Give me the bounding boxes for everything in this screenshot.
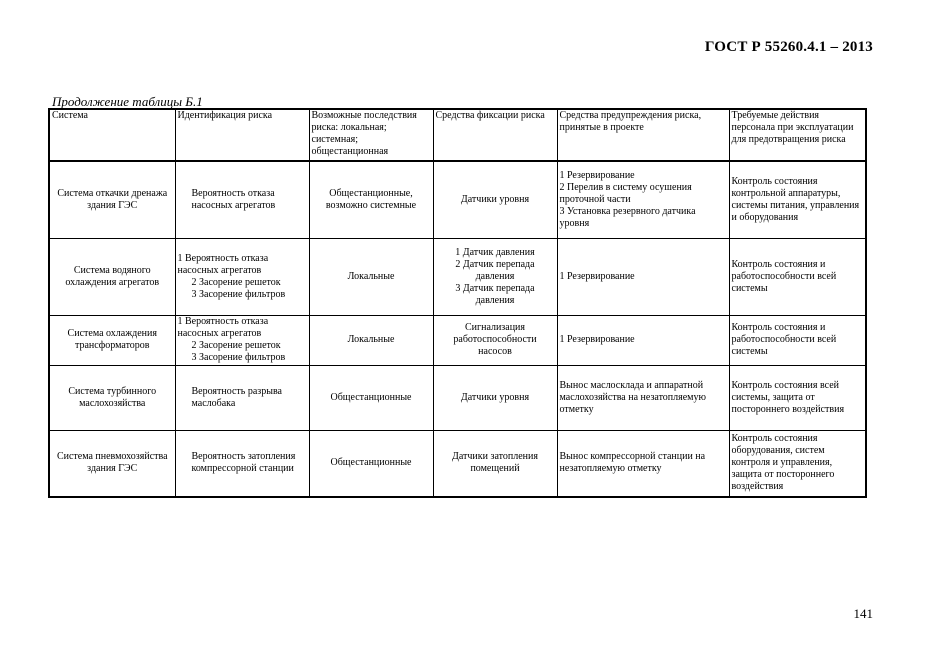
fixation-line: Сигнализация работоспособности насосов [453, 322, 537, 357]
cell-fixation [433, 365, 557, 430]
prevention-line: Вынос компрессорной станции на незатопляемую отметку [559, 451, 706, 475]
cell-fixation [433, 315, 557, 365]
fixation-line: 2 Датчик перепада давления [455, 258, 535, 282]
cell-system: Система турбинного маслохозяйства [49, 365, 175, 430]
cell-consequences: Локальные [309, 238, 433, 315]
fixation-line: 3 Датчик перепада давления [455, 282, 535, 306]
cell-identification [175, 238, 309, 315]
header-identification: Идентификация риска [175, 109, 309, 161]
cell-prevention [557, 315, 729, 365]
cell-fixation [433, 161, 557, 238]
cell-identification [175, 315, 309, 365]
cell-consequences: Локальные [309, 315, 433, 365]
prevention-line: 1 Резервирование [559, 334, 635, 345]
table-row [49, 315, 866, 365]
cell-consequences: Общестанционные [309, 365, 433, 430]
identification-line: 3 Засорение фильтров [191, 352, 286, 363]
header-consequences: Возможные последствия риска: локальная; системная; общестанционная [309, 109, 433, 161]
cell-system: Система охлаждения трансформаторов [49, 315, 175, 365]
cell-fixation [433, 238, 557, 315]
cell-actions: Контроль состояния и работоспособности всей системы [729, 315, 866, 365]
cell-identification [175, 430, 309, 497]
cell-system: Система пневмохозяйства здания ГЭС [49, 430, 175, 497]
identification-line: Вероятность разрыва маслобака [191, 385, 282, 409]
prevention-line: 2 Перелив в систему осушения проточной части [559, 181, 692, 205]
cell-actions: Контроль состояния оборудования, систем контроля и управления, защита от постороннего воздействия [729, 430, 866, 497]
cell-prevention [557, 161, 729, 238]
cell-actions: Контроль состояния всей системы, защита от постороннего воздействия [729, 365, 866, 430]
table-caption: Продолжение таблицы Б.1 [52, 94, 203, 109]
prevention-line: Вынос маслосклада и аппаратной маслохозяйства на незатопляемую отметку [559, 379, 706, 415]
table-row [49, 161, 866, 238]
cell-prevention [557, 238, 729, 315]
page-number: 141 [853, 606, 873, 621]
document-code: ГОСТ Р 55260.4.1 – 2013 [704, 39, 873, 55]
cell-actions: Контроль состояния контрольной аппаратуры, системы питания, управления и оборудования [729, 161, 866, 238]
fixation-line: Датчики уровня [460, 193, 530, 205]
cell-system: Система откачки дренажа здания ГЭС [49, 161, 175, 238]
identification-line: Вероятность отказа насосных агрегатов [191, 187, 276, 211]
cell-actions: Контроль состояния и работоспособности всей системы [729, 238, 866, 315]
identification-line: 3 Засорение фильтров [191, 288, 286, 300]
cell-consequences: Общестанционные [309, 430, 433, 497]
identification-line: 1 Вероятность отказа насосных агрегатов [177, 252, 269, 276]
identification-line: 1 Вероятность отказа насосных агрегатов [177, 316, 269, 339]
prevention-line: 3 Установка резервного датчика уровня [559, 205, 696, 229]
header-system: Система [49, 109, 175, 161]
table-row [49, 365, 866, 430]
header-fixation: Средства фиксации риска [433, 109, 557, 161]
cell-prevention [557, 365, 729, 430]
prevention-line: 1 Резервирование [559, 169, 635, 181]
cell-identification [175, 161, 309, 238]
prevention-line: 1 Резервирование [559, 270, 635, 282]
header-prevention: Средства предупреждения риска, принятые в проекте [557, 109, 729, 161]
table-header-row [49, 109, 866, 161]
table-row [49, 430, 866, 497]
identification-line: 2 Засорение решеток [191, 340, 281, 351]
cell-system: Система водяного охлаждения агрегатов [49, 238, 175, 315]
risk-table [48, 108, 867, 498]
header-actions: Требуемые действия персонала при эксплуатации для предотвращения риска [729, 109, 866, 161]
cell-identification [175, 365, 309, 430]
cell-consequences: Общестанционные, возможно системные [309, 161, 433, 238]
cell-prevention [557, 430, 729, 497]
cell-fixation [433, 430, 557, 497]
identification-line: 2 Засорение решеток [191, 276, 281, 288]
fixation-line: Датчики уровня [460, 391, 530, 403]
table-row [49, 238, 866, 315]
identification-line: Вероятность затопления компрессорной станции [191, 451, 296, 475]
fixation-line: 1 Датчик давления [455, 246, 535, 258]
fixation-line: Датчики затопления помещений [452, 451, 538, 475]
